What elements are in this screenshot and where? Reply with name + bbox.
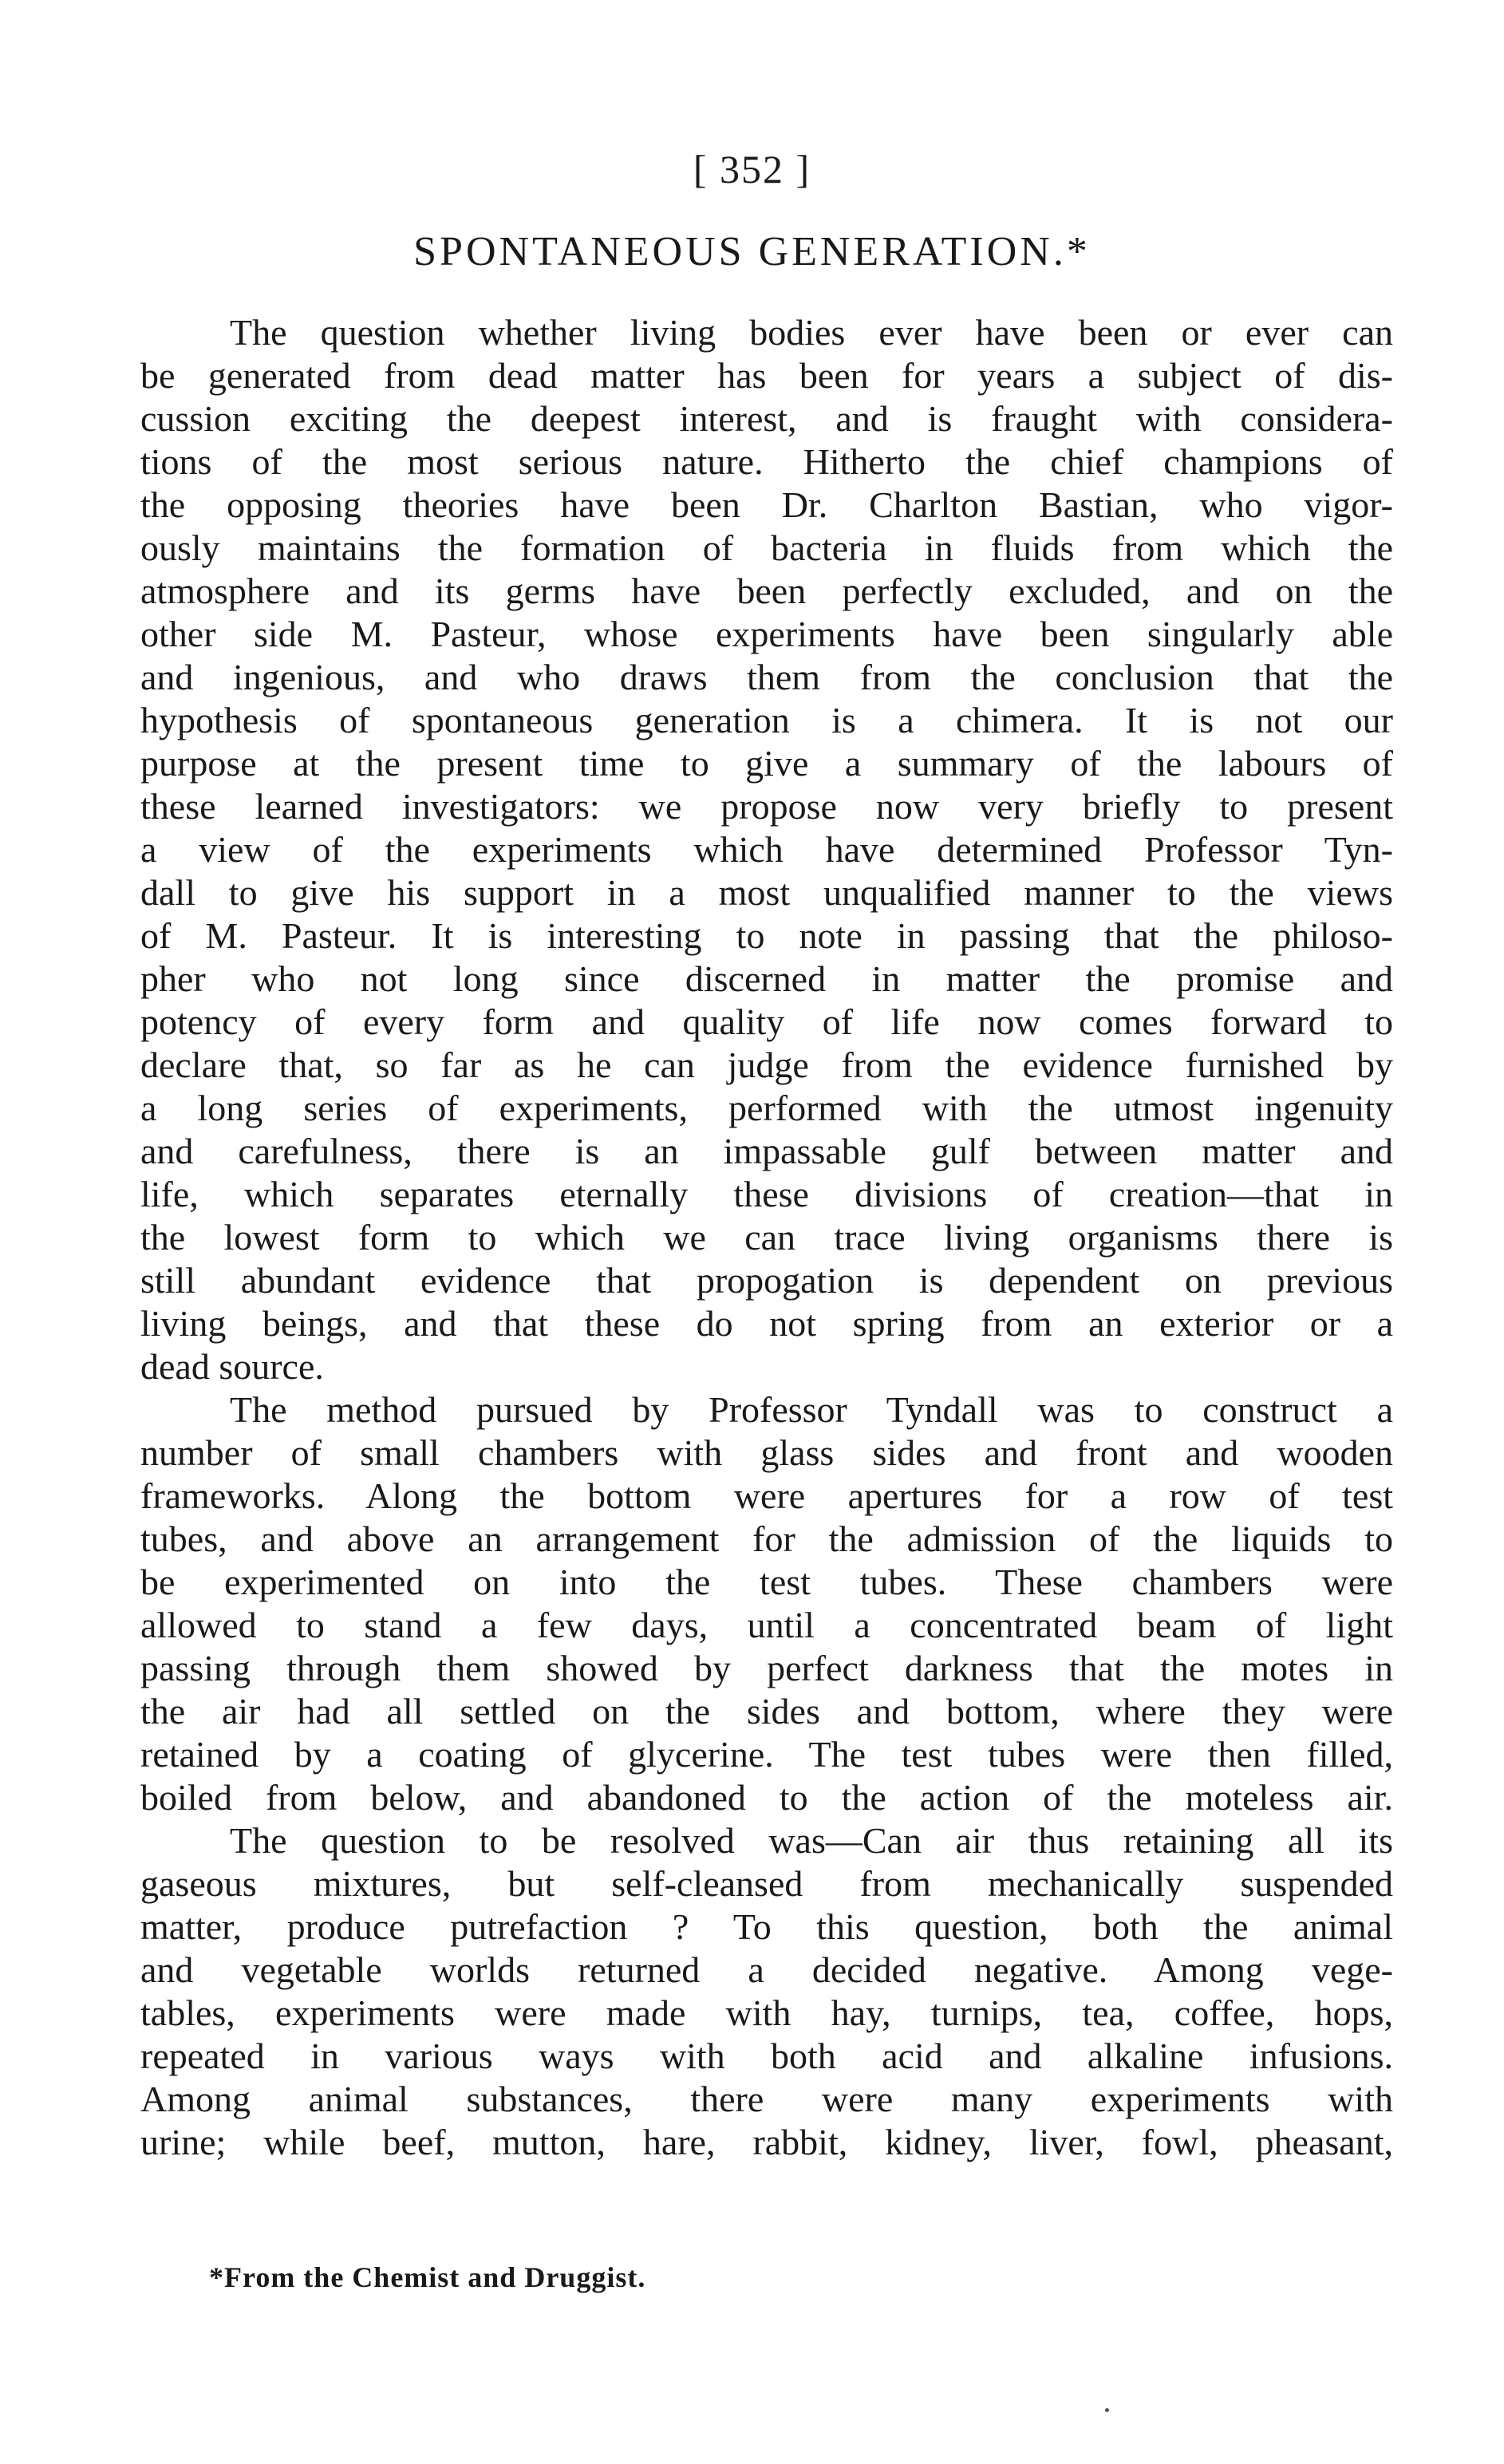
text-line: dall to give his support in a most unqualified manner to the views bbox=[140, 872, 1393, 913]
text-line: allowed to stand a few days, until a concentrated beam of light bbox=[140, 1605, 1393, 1645]
text-line: and ingenious, and who draws them from the conclusion that the bbox=[140, 657, 1393, 697]
text-line: declare that, so far as he can judge from the evidence furnished by bbox=[140, 1044, 1393, 1085]
text-line: tubes, and above an arrangement for the admission of the liquids to bbox=[140, 1518, 1393, 1559]
text-line: atmosphere and its germs have been perfectly excluded, and on the bbox=[140, 571, 1393, 611]
text-line: purpose at the present time to give a summary of the labours of bbox=[140, 743, 1393, 784]
text-line: the lowest form to which we can trace living organisms there is bbox=[140, 1217, 1393, 1258]
text-line: still abundant evidence that propogation is dependent on previous bbox=[140, 1260, 1393, 1301]
text-line: of M. Pasteur. It is interesting to note in passing that the philoso- bbox=[140, 915, 1393, 956]
page-number: [ 352 ] bbox=[693, 147, 811, 192]
text-line: these learned investigators: we propose now very briefly to present bbox=[140, 786, 1393, 827]
text-line: repeated in various ways with both acid and alkaline infusions. bbox=[140, 2036, 1393, 2076]
text-line: cussion exciting the deepest interest, and is fraught with considera- bbox=[140, 398, 1393, 439]
text-line: frameworks. Along the bottom were apertures for a row of test bbox=[140, 1475, 1393, 1516]
article-title: SPONTANEOUS GENERATION.* bbox=[413, 229, 1091, 274]
text-line: passing through them showed by perfect darkness that the motes in bbox=[140, 1648, 1393, 1688]
text-line: number of small chambers with glass sides and front and wooden bbox=[140, 1432, 1393, 1473]
text-line: The question to be resolved was—Can air thus retaining all its bbox=[230, 1820, 1393, 1861]
text-line: living beings, and that these do not spring from an exterior or a bbox=[140, 1303, 1393, 1344]
text-line: The method pursued by Professor Tyndall was to construct a bbox=[230, 1389, 1393, 1430]
page-speck bbox=[1105, 2408, 1109, 2412]
text-line: tions of the most serious nature. Hitherto the chief champions of bbox=[140, 441, 1393, 482]
text-line: the air had all settled on the sides and bottom, where they were bbox=[140, 1691, 1393, 1732]
text-line: gaseous mixtures, but self-cleansed from mechanically suspended bbox=[140, 1863, 1393, 1904]
text-line: ously maintains the formation of bacteria in fluids from which the bbox=[140, 527, 1393, 568]
text-line: potency of every form and quality of life now comes forward to bbox=[140, 1001, 1393, 1042]
article-body bbox=[140, 311, 1393, 2164]
text-line: life, which separates eternally these divisions of creation—that in bbox=[140, 1174, 1393, 1214]
text-line: tables, experiments were made with hay, turnips, tea, coffee, hops, bbox=[140, 1992, 1393, 2033]
text-line: boiled from below, and abandoned to the action of the moteless air. bbox=[140, 1777, 1393, 1818]
text-line: be experimented on into the test tubes. These chambers were bbox=[140, 1562, 1393, 1602]
text-line: a view of the experiments which have determined Professor Tyn- bbox=[140, 829, 1393, 870]
text-line: and vegetable worlds returned a decided negative. Among vege- bbox=[140, 1949, 1393, 1990]
text-line: pher who not long since discerned in matter the promise and bbox=[140, 958, 1393, 999]
text-line: a long series of experiments, performed with the utmost ingenuity bbox=[140, 1088, 1393, 1128]
text-line: be generated from dead matter has been for years a subject of dis- bbox=[140, 355, 1393, 396]
text-line: hypothesis of spontaneous generation is a chimera. It is not our bbox=[140, 700, 1393, 740]
text-line: urine; while beef, mutton, hare, rabbit, kidney, liver, fowl, pheasant, bbox=[140, 2122, 1393, 2162]
text-line: matter, produce putrefaction ? To this question, both the animal bbox=[140, 1906, 1393, 1947]
text-line: other side M. Pasteur, whose experiments have been singularly able bbox=[140, 614, 1393, 654]
text-line: dead source. bbox=[140, 1346, 324, 1387]
text-line: Among animal substances, there were many experiments with bbox=[140, 2079, 1393, 2119]
text-line: The question whether living bodies ever have been or ever can bbox=[230, 312, 1393, 353]
text-line: the opposing theories have been Dr. Charlton Bastian, who vigor- bbox=[140, 484, 1393, 525]
footnote: *From the Chemist and Druggist. bbox=[209, 2261, 646, 2293]
text-line: and carefulness, there is an impassable gulf between matter and bbox=[140, 1131, 1393, 1171]
text-line: retained by a coating of glycerine. The test tubes were then filled, bbox=[140, 1734, 1393, 1775]
